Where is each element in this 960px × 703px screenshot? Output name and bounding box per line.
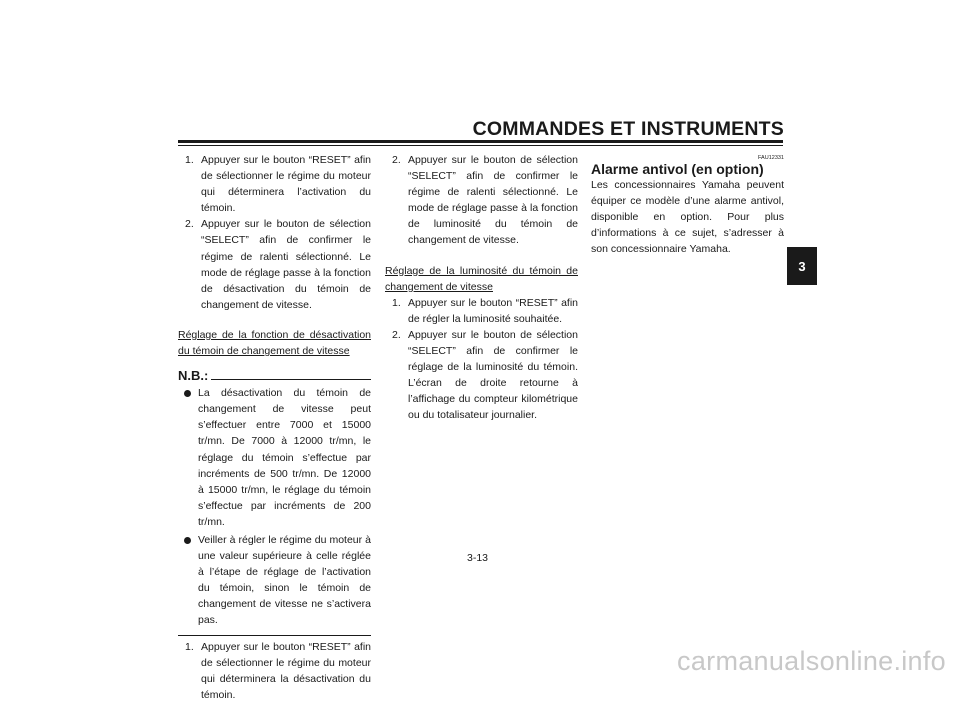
note-label: N.B.:: [178, 368, 209, 384]
column-left: [178, 152, 371, 703]
page-header-title: COMMANDES ET INSTRUMENTS: [472, 118, 784, 140]
bullet-dot-icon: [184, 537, 191, 544]
note-box-header: [178, 368, 371, 383]
note-bullet: Veiller à régler le régime du moteur à une valeur supérieure à celle réglée à l’étape de réglage de l’activation du témoin, sinon le témoin de changement de vitesse ne s’activera pas.: [178, 532, 371, 629]
list-item: 1. Appuyer sur le bouton “RESET” afin de régler la luminosité souhaitée.: [392, 296, 578, 325]
note-bullet: La désactivation du témoin de changement de vitesse peut s’effectuer entre 7000 et 15000 tr/mn. De 7000 à 12000 tr/mn, le réglage du témoin s’effectue par incréments de 500 tr/mn. De 12000 à 15000 tr/mn, le réglage du témoin s’effectue par incréments de 200 tr/mn.: [178, 385, 371, 530]
note-rule: [211, 379, 371, 380]
section-paragraph: Les concessionnaires Yamaha peuvent équiper ce modèle d’une alarme antivol, disponible en option. Pour plus d’informations à ce sujet, s’adresser à son concessionnaire Yamaha.: [591, 179, 784, 256]
note-end-rule: [178, 635, 371, 636]
column-middle: [385, 152, 578, 424]
header-rule-thin: [178, 145, 783, 146]
header-rule-thick: [178, 140, 783, 143]
sub-heading-deactivation: Réglage de la fonction de désactivation du témoin de changement de vitesse: [178, 328, 371, 358]
chapter-tab: 3: [787, 247, 817, 285]
list-item: 1. Appuyer sur le bouton “RESET” afin de sélectionner le régime du moteur qui déterminera la désactivation du témoin.: [185, 640, 371, 701]
section-title: Alarme antivol (en option): [591, 161, 764, 177]
reference-code: FAU12331: [758, 155, 784, 161]
list-item: 2. Appuyer sur le bouton de sélection “SELECT” afin de confirmer le régime de ralenti sélectionné. Le mode de réglage passe à la fonction de luminosité du témoin de changement de vitesse.: [392, 154, 578, 247]
sub-heading-brightness: Réglage de la luminosité du témoin de changement de vitesse: [385, 264, 578, 293]
list-item: 1. Appuyer sur le bouton “RESET” afin de sélectionner le régime du moteur qui déterminera l’activation du témoin.: [185, 154, 371, 215]
watermark: carmanualsonline.info: [677, 646, 946, 676]
list-item: 2. Appuyer sur le bouton de sélection “SELECT” afin de confirmer le réglage de la luminosité du témoin. L’écran de droite retourne à l’affichage du compteur kilométrique ou du totalisateur journalier.: [392, 328, 578, 422]
column-right: [591, 152, 784, 257]
page-number: 3-13: [467, 552, 489, 564]
bullet-dot-icon: [184, 390, 191, 397]
list-item: 2. Appuyer sur le bouton de sélection “SELECT” afin de confirmer le régime de ralenti sélectionné. Le mode de réglage passe à la fonction de désactivation du témoin de changement de vitesse.: [185, 218, 371, 311]
